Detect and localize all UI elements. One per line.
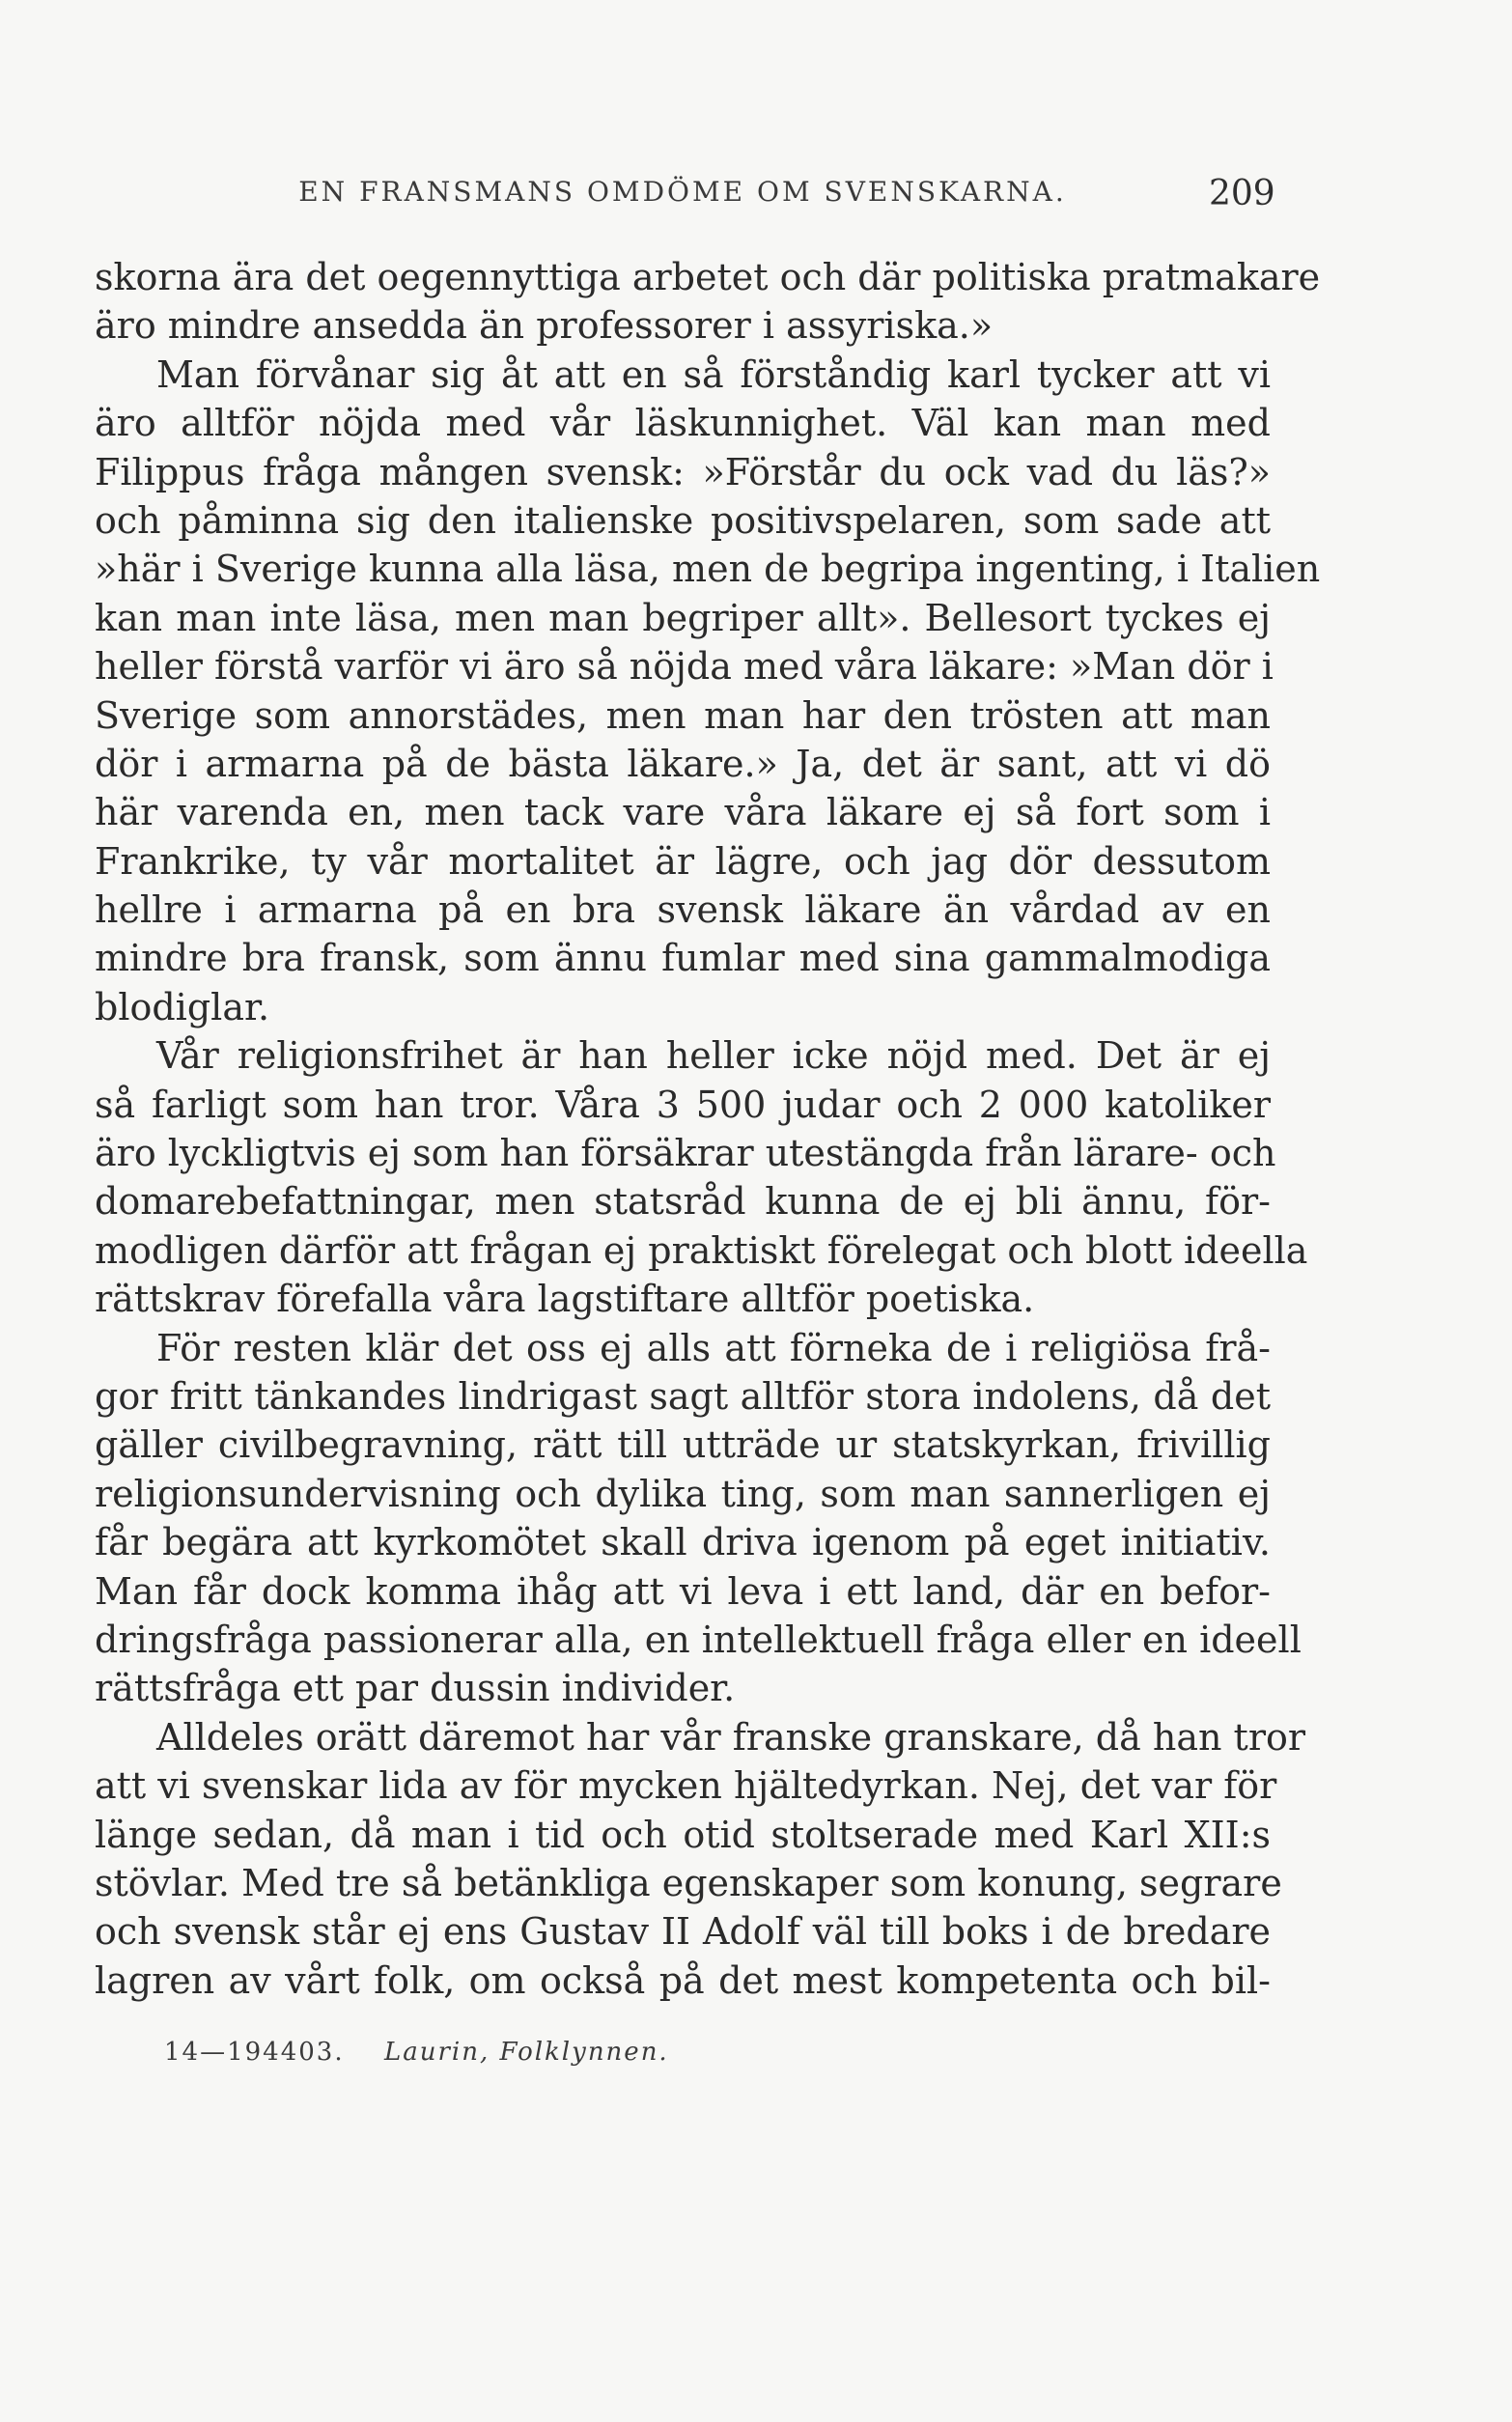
text-line: här varenda en, men tack vare våra läkare ej så fort som i: [95, 791, 1271, 834]
text-line: Man får dock komma ihåg att vi leva i ett land, där en befor-: [95, 1569, 1271, 1613]
paragraph-first-line: Alldeles orätt däremot har vår franske granskare, då han tror: [156, 1715, 1306, 1759]
body-text: [95, 253, 1321, 2005]
text-line: Filippus fråga mången svensk: »Förstår du ock vad du läs?»: [95, 450, 1271, 493]
text-line: kan man inte läsa, men man begriper allt». Bellesort tyckes ej: [95, 596, 1271, 639]
text-line: att vi svenskar lida av för mycken hjältedyrkan. Nej, det var för: [95, 1764, 1277, 1808]
text-line: hellre i armarna på en bra svensk läkare än vårdad av en: [95, 888, 1271, 932]
text-line: länge sedan, då man i tid och otid stoltserade med Karl XII:s: [95, 1813, 1271, 1856]
paragraph-first-line: Vår religionsfrihet är han heller icke nöjd med. Det är ej: [156, 1034, 1271, 1078]
paragraph-first-line: Man förvånar sig åt att en så förståndig karl tycker att vi: [156, 352, 1271, 396]
text-line: och svensk står ej ens Gustav II Adolf väl till boks i de bredare: [95, 1910, 1271, 1954]
text-line: stövlar. Med tre så betänkliga egenskaper som konung, segrare: [95, 1861, 1282, 1904]
text-line: äro lyckligtvis ej som han försäkrar utestängda från lärare- och: [95, 1132, 1276, 1175]
text-line: heller förstå varför vi äro så nöjda med våra läkare: »Man dör i: [95, 645, 1274, 689]
text-line: lagren av vårt folk, om också på det mest kompetenta och bil-: [95, 1958, 1271, 2002]
text-line: får begära att kyrkomötet skall driva igenom på eget initiativ.: [95, 1521, 1271, 1564]
text-line: och påminna sig den italienske positivspelaren, som sade att: [95, 498, 1271, 542]
text-line: dör i armarna på de bästa läkare.» Ja, det är sant, att vi dö: [95, 742, 1271, 785]
author-title: Laurin, Folklynnen.: [383, 2038, 669, 2067]
text-line: gor fritt tänkandes lindrigast sagt alltför stora indolens, då det: [95, 1374, 1271, 1418]
text-line: »här i Sverige kunna alla läsa, men de begripa ingenting, i Italien: [95, 548, 1321, 591]
text-line: äro mindre ansedda än professorer i assyriska.»: [95, 304, 994, 348]
text-line: skorna ära det oegennyttiga arbetet och där politiska pratmakare: [95, 256, 1321, 298]
text-line: Sverige som annorstädes, men man har den trösten att man: [95, 693, 1271, 737]
page-number: 209: [1209, 174, 1275, 213]
text-line: modligen därför att frågan ej praktiskt förelegat och blott ideella: [95, 1228, 1308, 1272]
text-line: Frankrike, ty vår mortalitet är lägre, och jag dör dessutom: [95, 839, 1271, 883]
text-line: rättsfråga ett par dussin individer.: [95, 1667, 736, 1710]
text-line: så farligt som han tror. Våra 3 500 judar och 2 000 katoliker: [95, 1083, 1271, 1126]
text-line: rättskrav förefalla våra lagstiftare alltför poetiska.: [95, 1278, 1035, 1321]
signature-mark: 14—194403.: [164, 2038, 345, 2067]
text-line: gäller civilbegravning, rätt till utträde ur statskyrkan, frivillig: [95, 1423, 1271, 1467]
text-line: mindre bra fransk, som ännu fumlar med sina gammalmodiga: [95, 937, 1271, 980]
text-line: dringsfråga passionerar alla, en intellektuell fråga eller en ideell: [95, 1618, 1302, 1661]
printer-signature: [164, 2038, 669, 2067]
text-line: äro alltför nöjda med vår läskunnighet. Väl kan man med: [95, 402, 1271, 445]
paragraph-first-line: För resten klär det oss ej alls att förneka de i religiösa frå-: [156, 1326, 1271, 1369]
text-line: blodiglar.: [95, 985, 270, 1028]
running-head: EN FRANSMANS OMDÖME OM SVENSKARNA.: [298, 176, 1067, 208]
text-line: domarebefattningar, men statsråd kunna de ej bli ännu, för-: [95, 1180, 1271, 1224]
text-line: religionsundervisning och dylika ting, som man sannerligen ej: [95, 1472, 1271, 1515]
